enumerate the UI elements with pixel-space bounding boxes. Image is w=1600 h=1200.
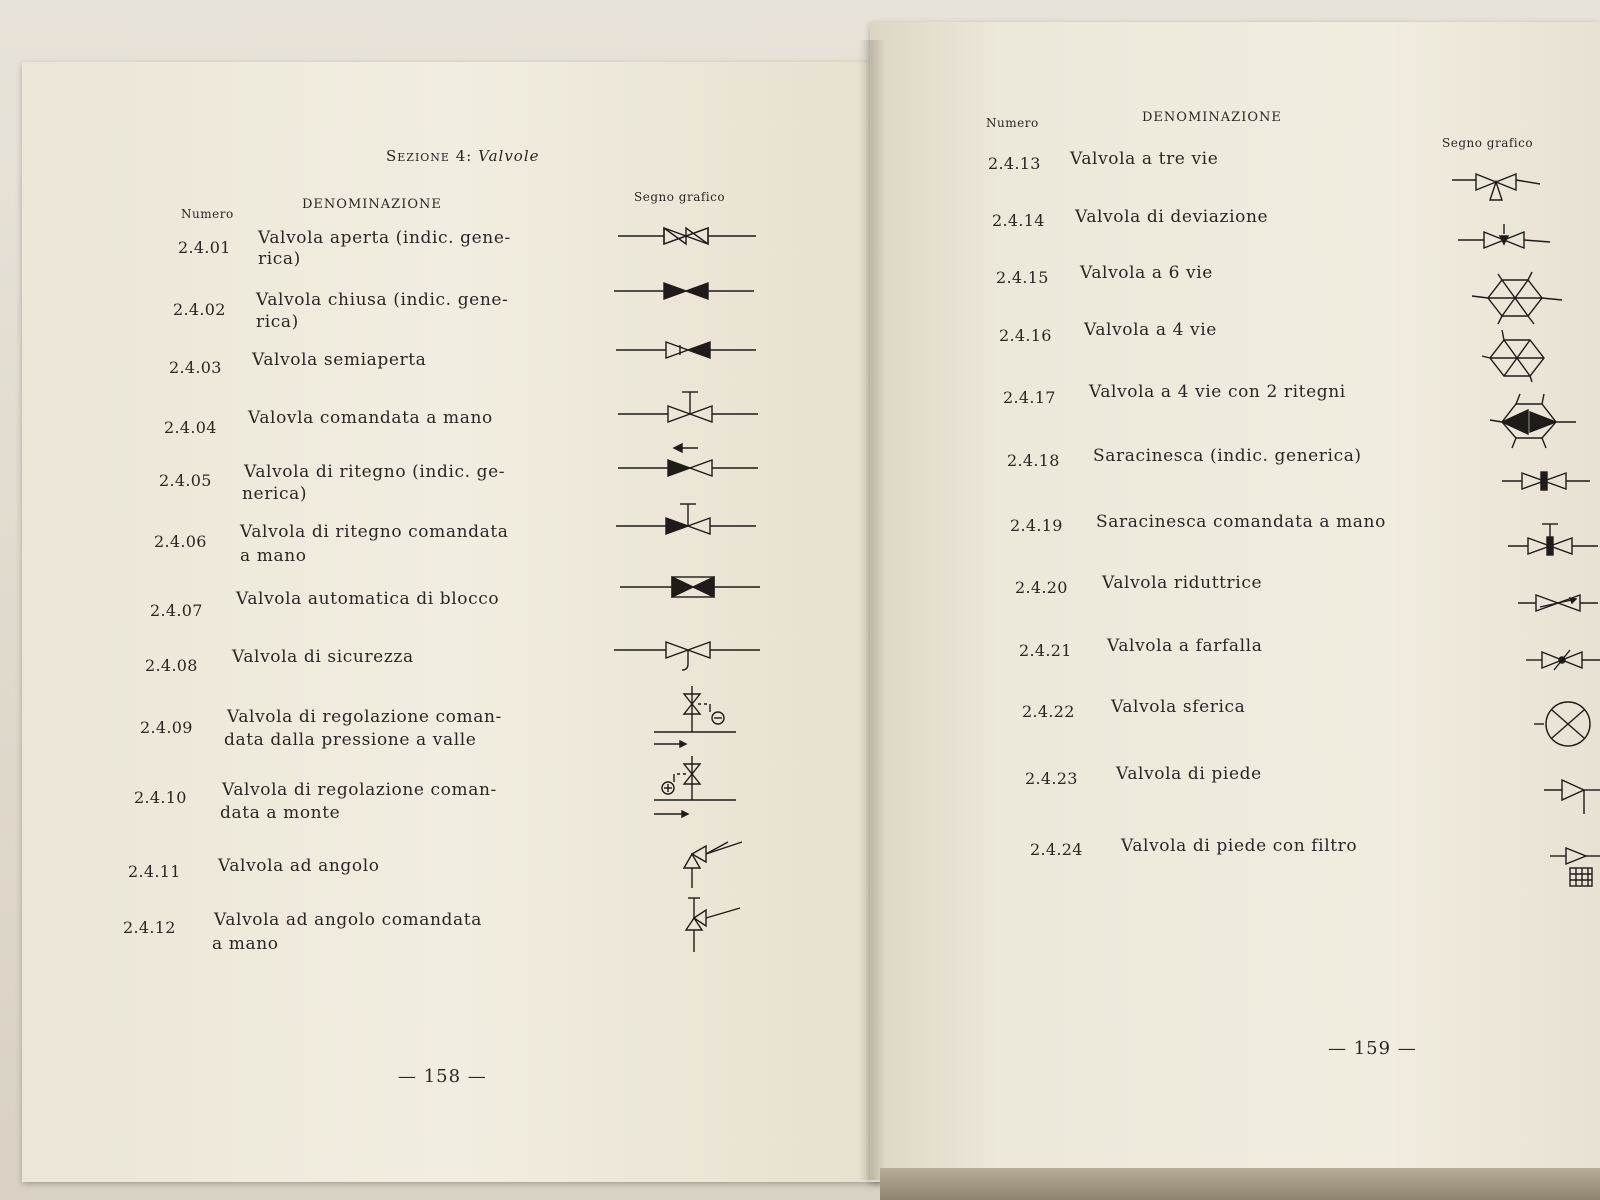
item-number: 2.4.21 [1019,641,1072,660]
right-column-header-number: Numero [986,116,1039,130]
safety-valve-icon [614,636,760,672]
item-label-line1: Valvola chiusa (indic. gene- [256,290,509,310]
check-valve-manual-icon [616,500,756,540]
item-label-line1: Valvola di ritegno (indic. ge- [244,462,506,482]
item-label: Valvola a tre vie [1070,149,1219,169]
item-label-line1: Valvola aperta (indic. gene- [258,228,511,248]
item-label: Saracinesca comandata a mano [1096,512,1386,532]
item-label-line2: data a monte [220,803,341,823]
right-column-header-name: DENOMINAZIONE [1142,110,1282,125]
item-number: 2.4.05 [159,471,212,490]
item-label: Valvola riduttrice [1102,573,1263,593]
item-label-line2: nerica) [242,484,308,504]
left-column-header-name: DENOMINAZIONE [302,197,442,212]
item-label: Saracinesca (indic. generica) [1093,446,1362,466]
foot-valve-filter-icon [1550,844,1600,890]
item-label: Valvola di piede [1116,764,1262,784]
item-label-line1: Valvola di regolazione coman- [227,707,502,727]
item-number: 2.4.08 [145,656,198,675]
auto-shutoff-valve-icon [620,574,760,600]
item-number: 2.4.15 [996,268,1049,287]
item-label-line1: Valvola automatica di blocco [236,589,500,609]
item-label-line2: a mano [212,934,279,954]
item-number: 2.4.16 [999,326,1052,345]
butterfly-valve-icon [1526,646,1600,674]
item-label: Valvola di piede con filtro [1121,836,1358,856]
item-label-line1: Valvola di ritegno comandata [240,522,509,542]
upstream-pressure-valve-icon [652,754,742,820]
item-number: 2.4.04 [164,418,217,437]
gate-valve-manual-icon [1508,522,1598,560]
item-number: 2.4.10 [134,788,187,807]
item-number: 2.4.07 [150,601,203,620]
right-page-number: — 159 — [1328,1038,1417,1059]
left-page-number: — 158 — [398,1066,487,1087]
six-way-valve-icon [1472,266,1564,330]
item-label-line1: Valvola semiaperta [252,350,427,370]
item-label: Valvola di deviazione [1075,207,1269,227]
item-number: 2.4.09 [140,718,193,737]
four-way-valve-icon [1482,326,1562,390]
valve-half-open-icon [616,338,756,362]
diverting-valve-icon [1458,222,1550,256]
left-column-header-symbol: Segno grafico [634,190,726,204]
four-way-check-valve-icon [1490,390,1580,452]
item-label-line2: data dalla pressione a valle [224,730,477,750]
item-number: 2.4.11 [128,862,181,881]
item-label-line2: rica) [256,312,299,332]
foot-valve-icon [1544,776,1600,816]
section-title-name: Valvole [478,147,540,165]
book-gutter [858,40,886,1180]
page-stack-edge [880,1168,1600,1200]
item-number: 2.4.03 [169,358,222,377]
item-label-line2: a mano [240,546,307,566]
item-label-line1: Valovla comandata a mano [248,408,493,428]
item-number: 2.4.18 [1007,451,1060,470]
item-label: Valvola sferica [1111,697,1246,717]
item-number: 2.4.06 [154,532,207,551]
item-label-line1: Valvola ad angolo [218,856,380,876]
item-label: Valvola a farfalla [1107,636,1263,656]
item-label: Valvola a 6 vie [1080,263,1213,283]
item-number: 2.4.01 [178,238,231,257]
section-title-prefix: Sezione 4: [386,147,473,165]
item-label-line2: rica) [258,249,301,269]
item-label-line1: Valvola di regolazione coman- [222,780,497,800]
item-number: 2.4.02 [173,300,226,319]
item-label-line1: Valvola di sicurezza [232,647,414,667]
left-column-header-number: Numero [181,207,234,221]
downstream-pressure-valve-icon [652,684,742,750]
item-number: 2.4.13 [988,154,1041,173]
section-title [386,147,540,165]
right-column-header-symbol: Segno grafico [1442,136,1534,150]
valve-manual-icon [618,388,758,428]
gate-valve-icon [1502,468,1592,494]
valve-closed-icon [614,279,754,303]
item-label-line1: Valvola ad angolo comandata [214,910,482,930]
check-valve-icon [618,442,758,482]
item-label: Valvola a 4 vie con 2 ritegni [1089,382,1346,402]
item-number: 2.4.17 [1003,388,1056,407]
valve-open-icon [618,224,758,248]
item-number: 2.4.22 [1022,702,1075,721]
item-number: 2.4.20 [1015,578,1068,597]
reducing-valve-icon [1518,590,1600,616]
item-number: 2.4.12 [123,918,176,937]
item-number: 2.4.14 [992,211,1045,230]
three-way-valve-icon [1452,170,1542,204]
item-number: 2.4.24 [1030,840,1083,859]
item-number: 2.4.19 [1010,516,1063,535]
angle-valve-icon [684,834,744,890]
ball-valve-icon [1534,698,1600,750]
item-label: Valvola a 4 vie [1084,320,1217,340]
angle-valve-manual-icon [684,894,744,954]
item-number: 2.4.23 [1025,769,1078,788]
